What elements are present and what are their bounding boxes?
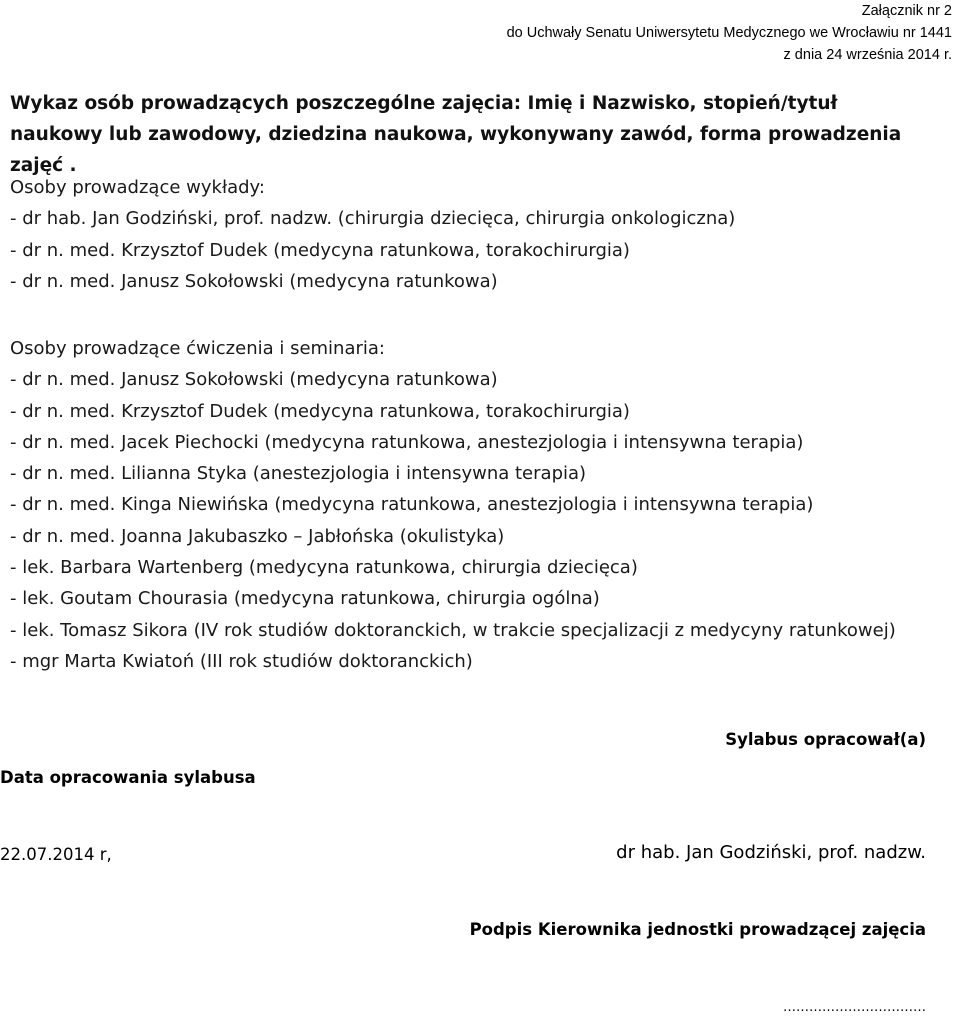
- seminar-leader-item: - dr n. med. Kinga Niewińska (medycyna ratunkowa, anestezjologia i intensywna terapia): [10, 494, 814, 516]
- attachment-number: Załącznik nr 2: [861, 3, 952, 19]
- lecturers-list: [10, 203, 950, 297]
- document-title: Wykaz osób prowadzących poszczególne zajęcia: Imię i Nazwisko, stopień/tytuł naukowy lub zawodowy, dziedzina naukowa, wykonywany zawód, forma prowadzenia zajęć .: [10, 93, 902, 176]
- preparation-date-value: 22.07.2014 r,: [0, 845, 112, 864]
- attachment-resolution: do Uchwały Senatu Uniwersytetu Medycznego we Wrocławiu nr 1441: [506, 25, 952, 41]
- lecturer-item: - dr n. med. Janusz Sokołowski (medycyna ratunkowa): [10, 270, 498, 292]
- author-name: dr hab. Jan Godziński, prof. nadzw.: [616, 842, 926, 863]
- seminar-leader-item: - dr n. med. Lilianna Styka (anestezjologia i intensywna terapia): [10, 463, 587, 485]
- attachment-note: [507, 0, 952, 66]
- lecturers-heading: Osoby prowadzące wykłady:: [10, 177, 265, 198]
- seminar-leader-item: - dr n. med. Janusz Sokołowski (medycyna ratunkowa): [10, 369, 498, 391]
- seminar-leader-item: - dr n. med. Jacek Piechocki (medycyna ratunkowa, anestezjologia i intensywna terapia): [10, 431, 804, 453]
- seminar-leader-item: - dr n. med. Krzysztof Dudek (medycyna ratunkowa, torakochirurgia): [10, 400, 630, 422]
- seminar-leaders-heading: Osoby prowadzące ćwiczenia i seminaria:: [10, 338, 385, 359]
- seminar-leaders-list: [10, 364, 950, 677]
- seminar-leaders-section: [10, 333, 950, 677]
- signature-label: Podpis Kierownika jednostki prowadzącej zajęcia: [469, 920, 926, 939]
- lecturer-item: - dr n. med. Krzysztof Dudek (medycyna ratunkowa, torakochirurgia): [10, 239, 630, 261]
- seminar-leader-item: - lek. Barbara Wartenberg (medycyna ratunkowa, chirurgia dziecięca): [10, 557, 638, 579]
- preparation-date-label: Data opracowania sylabusa: [0, 768, 256, 787]
- lecturer-item: - dr hab. Jan Godziński, prof. nadzw. (chirurgia dziecięca, chirurgia onkologiczna): [10, 208, 736, 230]
- signature-line: ……………………………: [783, 1000, 926, 1015]
- seminar-leader-item: - lek. Goutam Chourasia (medycyna ratunkowa, chirurgia ogólna): [10, 588, 600, 610]
- attachment-date: z dnia 24 września 2014 r.: [783, 47, 952, 63]
- lecturers-section: [10, 172, 950, 297]
- prepared-by-label: Sylabus opracował(a): [725, 730, 926, 749]
- seminar-leader-item: - lek. Tomasz Sikora (IV rok studiów doktoranckich, w trakcie specjalizacji z medycyny ratunkowej): [10, 619, 896, 641]
- seminar-leader-item: - dr n. med. Joanna Jakubaszko – Jabłońska (okulistyka): [10, 525, 505, 547]
- seminar-leader-item: - mgr Marta Kwiatoń (III rok studiów doktoranckich): [10, 650, 473, 672]
